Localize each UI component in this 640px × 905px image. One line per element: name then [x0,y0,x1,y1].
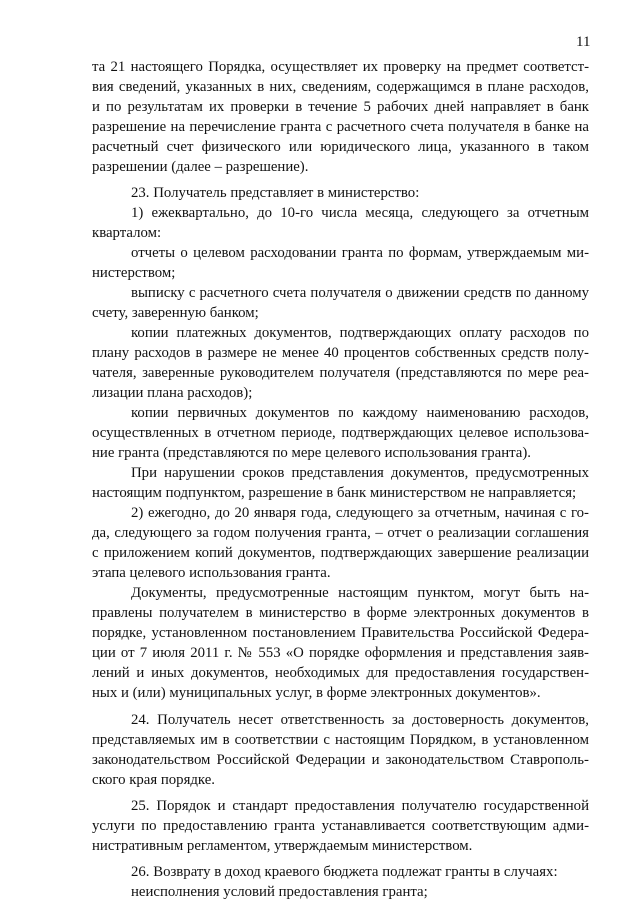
text-line: чателя, заверенные руководителем получателя (представляются по мере реа- [92,365,589,381]
text-line: разрешение на перечисление гранта с расчетного счета получателя в банке на [92,119,589,135]
text-line: отчеты о целевом расходовании гранта по формам, утверждаемым ми- [131,245,589,261]
text-line: 24. Получатель несет ответственность за достоверность документов, [131,712,589,728]
text-line: осуществленных в отчетном периоде, подтверждающих целевое использова- [92,425,589,441]
text-line: ции от 7 июля 2011 г. № 553 «О порядке оформления и представления заяв- [92,645,589,661]
text-line: кварталом: [92,225,162,241]
text-line: копии платежных документов, подтверждающих оплату расходов по [131,325,589,341]
text-line: да, следующего за годом получения гранта, – отчет о реализации соглашения [92,525,589,541]
text-line: представляемых им в соответствии с настоящим Порядком, в установленном [92,732,589,748]
text-line: 23. Получатель представляет в министерство: [131,185,420,201]
text-line: вия сведений, указанных в них, сведениям, содержащимся в плане расходов, [92,79,589,95]
text-line: разрешении (далее – разрешение). [92,159,309,175]
text-line: расчетный счет физического или юридического лица, указанного в таком [92,139,589,155]
text-line: копии первичных документов по каждому наименованию расходов, [131,405,589,421]
text-line: ных и (или) муниципальных услуг, в форме электронных документов». [92,685,541,701]
text-line: этапа целевого использования гранта. [92,565,331,581]
text-line: плану расходов в размере не менее 40 процентов собственных средств полу- [92,345,589,361]
text-line: ние гранта (представляются по мере целевого использования гранта). [92,445,531,461]
text-line: лений и иных документов, необходимых для предоставления государствен- [92,665,589,681]
page-number: 11 [576,34,591,50]
text-line: лизации плана расходов); [92,385,253,401]
text-line: законодательством Российской Федерации и законодательством Ставрополь- [92,752,589,768]
text-line: с приложением копий документов, подтверждающих завершение реализации [92,545,589,561]
text-line: неисполнения условий предоставления гранта; [131,884,428,900]
text-line: настоящим подпунктом, разрешение в банк министерством не направляется; [92,485,577,501]
text-line: правлены получателем в министерство в форме электронных документов в [92,605,589,621]
text-line: порядке, установленном постановлением Правительства Российской Федера- [92,625,589,641]
text-line: счету, заверенную банком; [92,305,259,321]
text-line: 2) ежегодно, до 20 января года, следующего за отчетным, начиная с го- [131,505,589,521]
text-line: услуги по предоставлению гранта устанавливается соответствующим адми- [92,818,589,834]
text-line: нистративным регламентом, утверждаемым министерством. [92,838,473,854]
text-line: Документы, предусмотренные настоящим пунктом, могут быть на- [131,585,589,601]
text-line: 25. Порядок и стандарт предоставления получателю государственной [131,798,589,814]
text-line: При нарушении сроков представления документов, предусмотренных [131,465,589,481]
text-line: та 21 настоящего Порядка, осуществляет их проверку на предмет соответст- [92,59,589,75]
text-line: выписку с расчетного счета получателя о движении средств по данному [131,285,589,301]
text-line: 1) ежеквартально, до 10-го числа месяца, следующего за отчетным [131,205,589,221]
text-line: и по результатам их проверки в течение 5 рабочих дней направляет в банк [92,99,589,115]
text-line: 26. Возврату в доход краевого бюджета подлежат гранты в случаях: [131,864,558,880]
text-line: ского края порядке. [92,772,215,788]
text-line: нистерством; [92,265,176,281]
